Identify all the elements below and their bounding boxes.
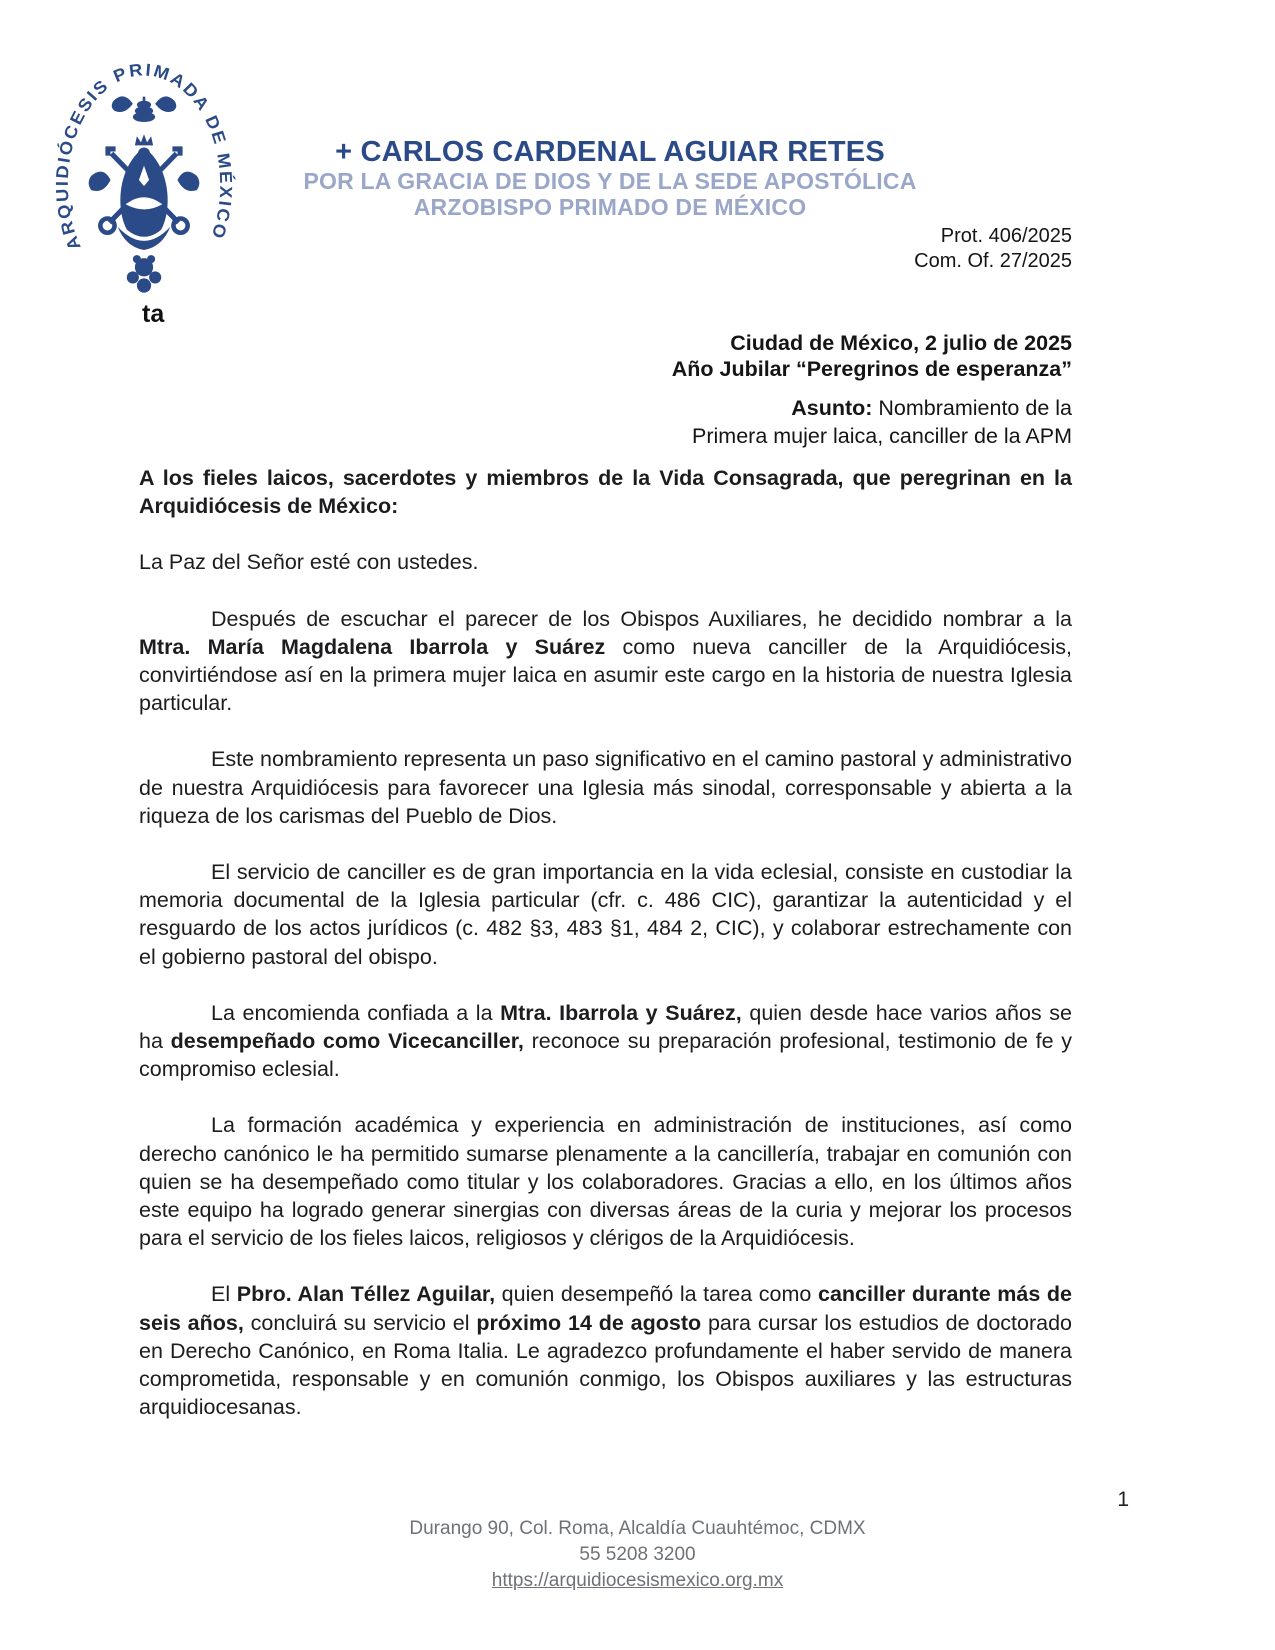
protocol-block	[914, 224, 1072, 274]
paragraph	[139, 464, 1072, 520]
letterhead-subtitle-1: POR LA GRACIA DE DIOS Y DE LA SEDE APOSTÓLICA	[303, 168, 917, 194]
logo-circular-text: ARQUIDIÓCESIS PRIMADA DE MÉXICO	[52, 59, 236, 254]
text: Después de escuchar el parecer de los Obispos Auxiliares, he decidido nombrar a la	[211, 606, 1072, 631]
page-number: 1	[1117, 1488, 1129, 1511]
text: La encomienda confiada a la	[211, 1000, 501, 1025]
letter-body	[139, 464, 1072, 1449]
footer	[0, 1516, 1275, 1594]
com-of-number: Com. Of. 27/2025	[914, 250, 1072, 272]
paragraph	[139, 605, 1072, 718]
date-block	[672, 330, 1072, 382]
text: para cursar los estudios de doctorado en Derecho Canónico, en Roma Italia. Le agradezco profundamente el haber servido de manera comprometida, responsable y en comunión conmigo, los Obispos auxiliares y las estructuras arquidiocesanas.	[139, 1310, 1072, 1420]
text: quien desempeñó la tarea como	[495, 1282, 818, 1307]
text: La Paz del Señor esté con ustedes.	[139, 550, 479, 575]
bold-text: Mtra. María Magdalena Ibarrola y Suárez	[139, 634, 606, 659]
text: reconoce su preparación profesional, testimonio de fe y compromiso eclesial.	[139, 1029, 1073, 1082]
bold-text: desempeñado como Vicecanciller,	[170, 1029, 524, 1054]
letterhead	[170, 136, 1050, 220]
subject-label: Asunto:	[791, 396, 873, 420]
paragraph	[139, 999, 1072, 1084]
text: quien desde hace varios años se ha	[139, 1000, 1072, 1054]
prot-number: Prot. 406/2025	[940, 225, 1072, 247]
text: Este nombramiento representa un paso significativo en el camino pastoral y administrativo de nuestra Arquidiócesis para favorecer una Iglesia más sinodal, corresponsable y abierta a la riqueza de los carismas del Pueblo de Dios.	[139, 747, 1072, 828]
paragraph	[139, 548, 1072, 576]
date-line: Ciudad de México, 2 julio de 2025	[730, 331, 1072, 355]
subject-block	[692, 394, 1072, 450]
text: concluirá su servicio el	[243, 1310, 477, 1335]
bold-text: próximo 14 de agosto	[476, 1310, 702, 1335]
stray-text: ta	[142, 300, 165, 328]
text: como nueva canciller de la Arquidiócesis, convirtiéndose así en la primera mujer laica en asumir este cargo en la historia de nuestra Iglesia particular.	[139, 634, 1072, 716]
subject-line-2: Primera mujer laica, canciller de la APM	[692, 424, 1072, 448]
footer-address: Durango 90, Col. Roma, Alcaldía Cuauhtémoc, CDMX	[409, 1518, 866, 1539]
footer-phone: 55 5208 3200	[579, 1544, 696, 1565]
paragraph	[139, 1111, 1072, 1252]
jubilee-line: Año Jubilar “Peregrinos de esperanza”	[671, 357, 1072, 381]
text: El servicio de canciller es de gran importancia en la vida eclesial, consiste en custodiar la memoria documental de la Iglesia particular (cfr. c. 486 CIC), garantizar la autenticidad y el resguardo de los actos jurídicos (c. 482 §3, 483 §1, 484 2, CIC), y colaborar estrechamente con el gobierno pastoral del obispo.	[139, 860, 1072, 969]
cardinal-name: + CARLOS CARDENAL AGUIAR RETES	[335, 136, 885, 168]
text: El	[211, 1282, 237, 1307]
paragraph	[139, 745, 1072, 830]
footer-website-link[interactable]: https://arquidiocesismexico.org.mx	[491, 1570, 784, 1591]
subject-rest: Nombramiento de la	[872, 396, 1072, 420]
paragraph	[139, 858, 1072, 971]
paragraph	[139, 1280, 1072, 1421]
bold-text: canciller durante más de seis años,	[139, 1282, 1073, 1335]
text: La formación académica y experiencia en administración de instituciones, así como derecho canónico le ha permitido sumarse plenamente a la cancillería, trabajar en comunión con quien se ha desempeñado como titular y los colaboradores. Gracias a ello, en los últimos años este equipo ha logrado generar sinergias con diversas áreas de la curia y mejorar los procesos para el servicio de los fieles laicos, religiosos y clérigos de la Arquidiócesis.	[139, 1113, 1072, 1251]
bold-text: A los fieles laicos, sacerdotes y miembros de la Vida Consagrada, que peregrinan en la Arquidiócesis de México:	[139, 466, 1072, 519]
subject-line-1	[692, 394, 1072, 422]
letterhead-subtitle-2: ARZOBISPO PRIMADO DE MÉXICO	[413, 194, 807, 220]
bold-text: Mtra. Ibarrola y Suárez,	[500, 1000, 742, 1025]
bold-text: Pbro. Alan Téllez Aguilar,	[236, 1282, 496, 1307]
